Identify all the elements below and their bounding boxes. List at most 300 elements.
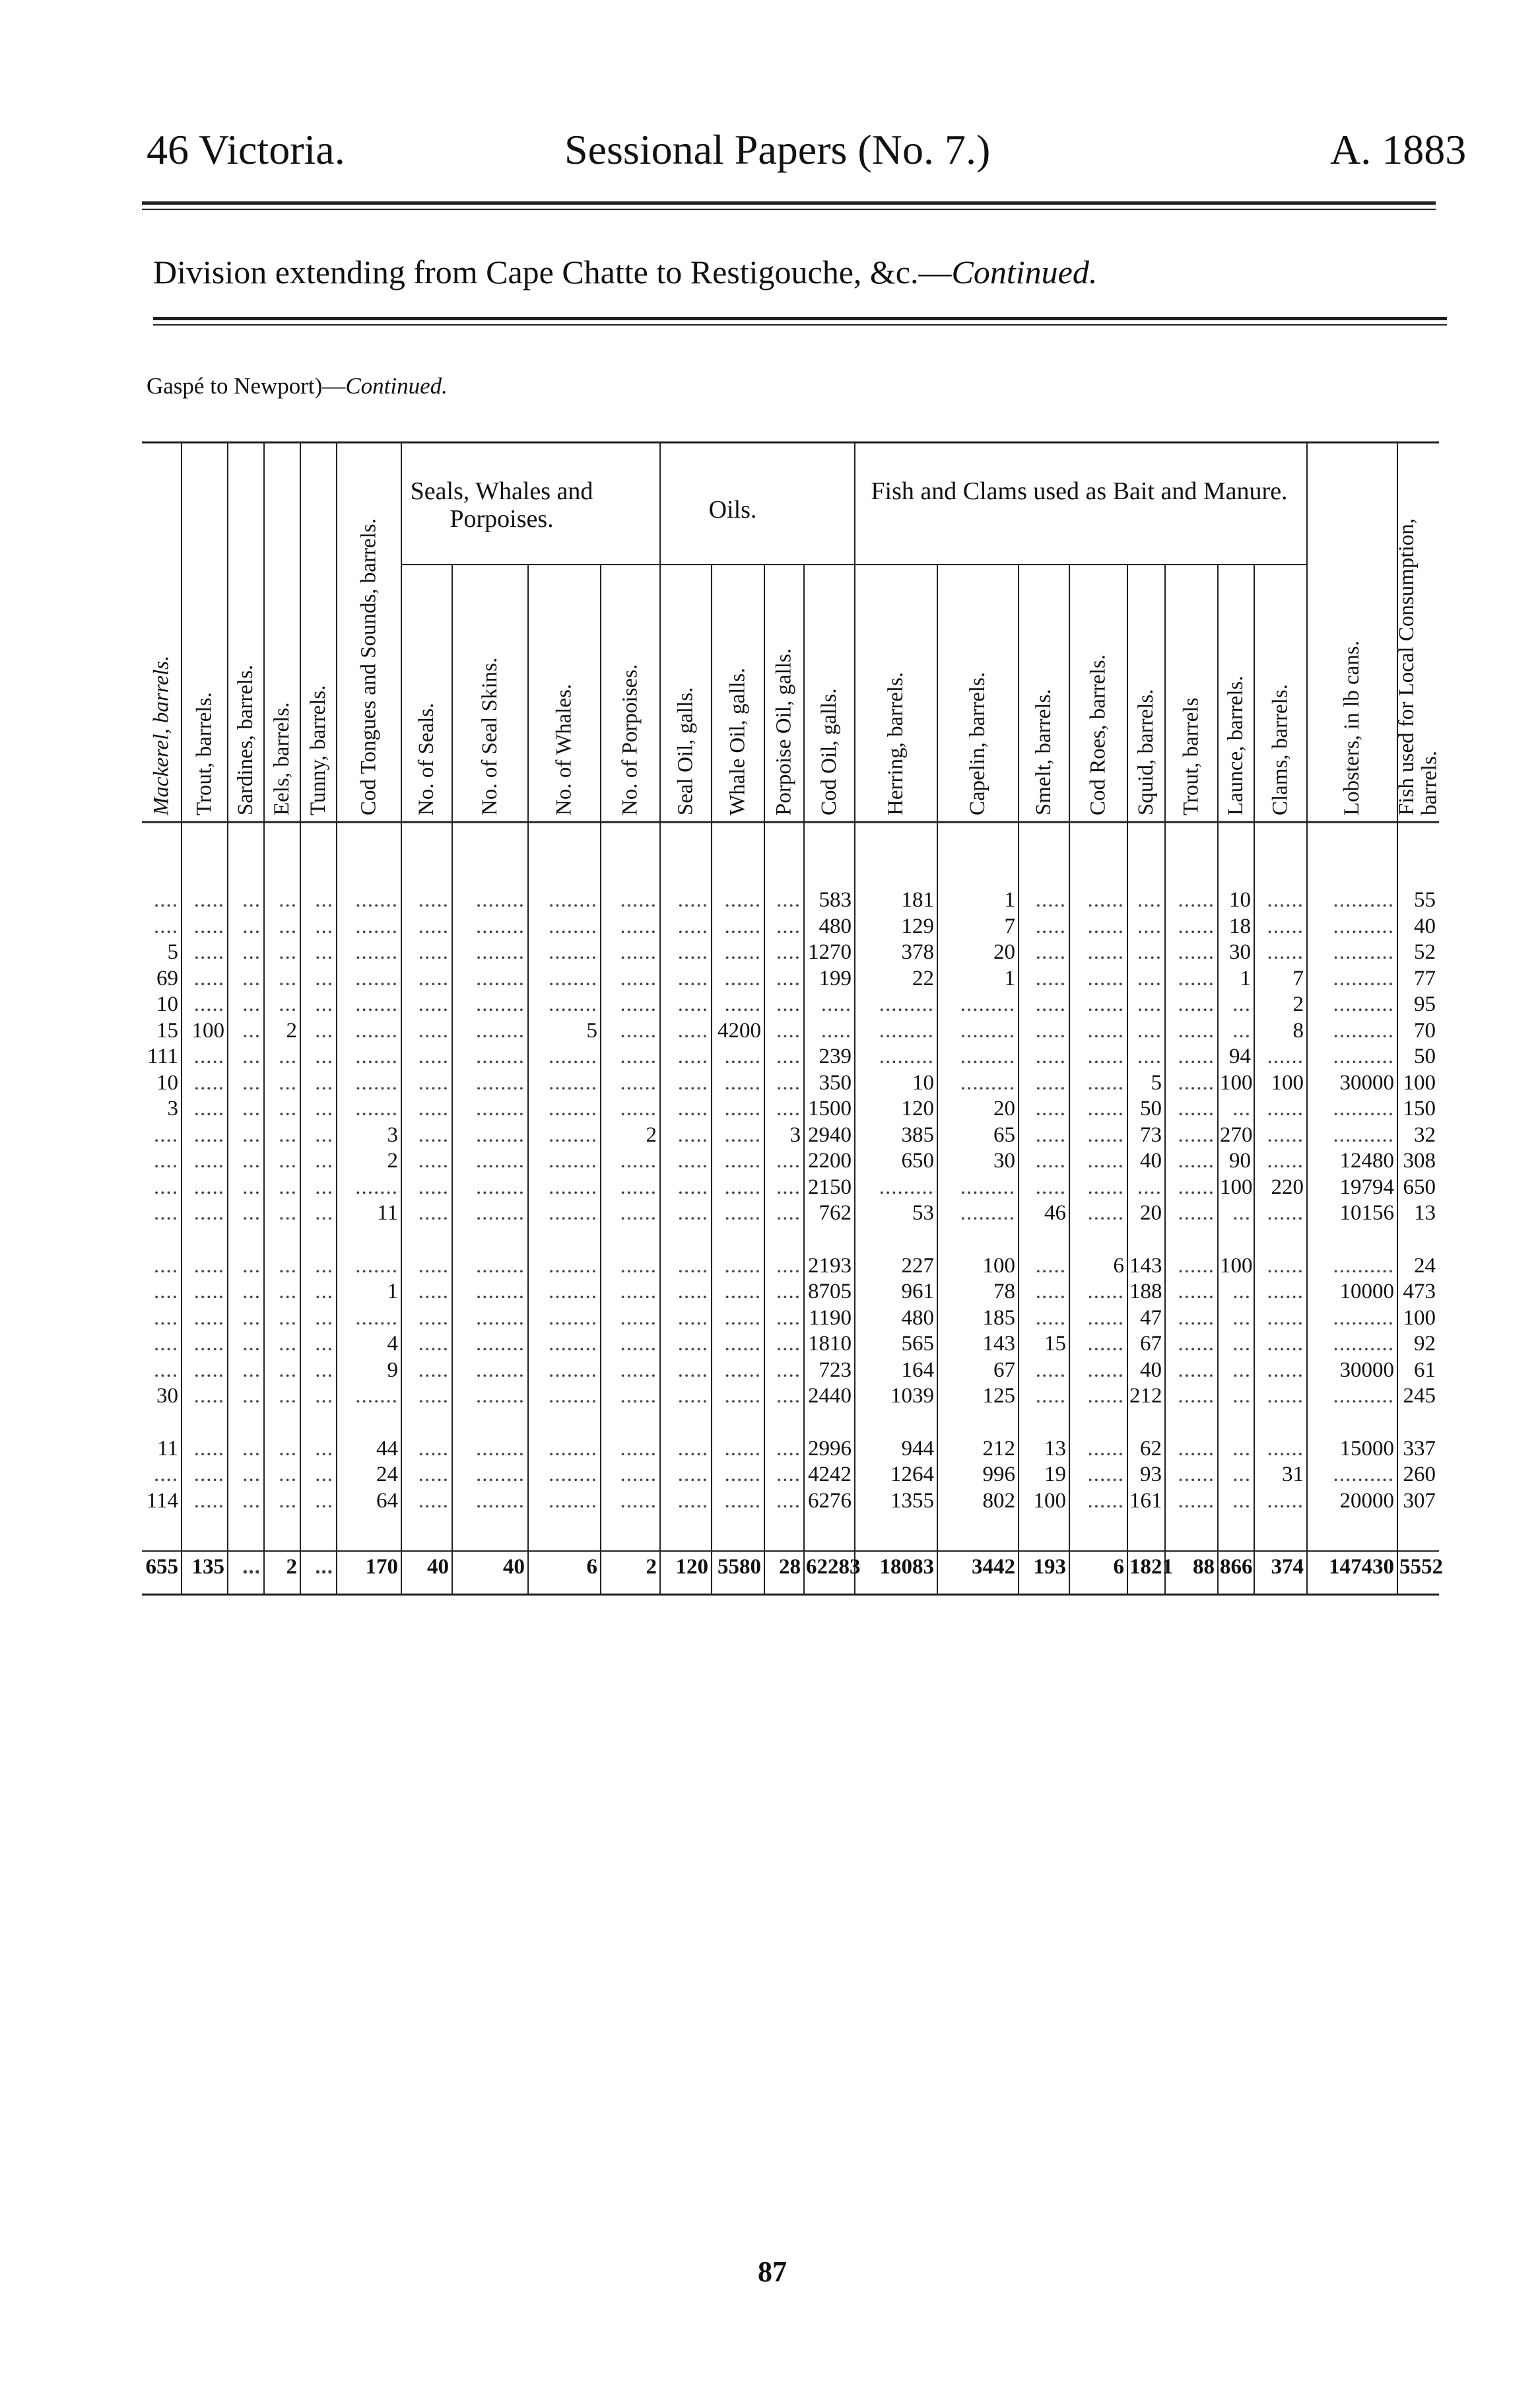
cell-herring: 385 [901,1122,934,1147]
empty-cell-leader: ...... [1178,1175,1215,1199]
empty-cell-leader: ...... [1178,914,1215,938]
empty-cell-leader: ... [315,1070,333,1095]
empty-cell-leader: ...... [1267,1201,1304,1225]
empty-cell-leader: ..... [677,1332,708,1356]
empty-cell-leader: ...... [724,1070,761,1095]
empty-cell-leader: ..... [418,1045,449,1068]
empty-cell-leader: ..... [677,1149,708,1173]
cell-local-consumption: 40 [1414,914,1436,938]
total-whale-oil: 5580 [718,1555,761,1579]
empty-cell-leader: ... [1232,1463,1251,1486]
empty-cell-leader: ...... [724,914,761,938]
empty-cell-leader: ...... [620,1436,657,1461]
empty-cell-leader: ... [279,1175,297,1199]
cell-squid: 40 [1140,1149,1162,1173]
cell-local-consumption: 32 [1414,1122,1436,1147]
cell-squid: 73 [1140,1122,1162,1147]
cell-local-consumption: 24 [1414,1253,1436,1278]
cell-mackerel: 11 [157,1436,178,1461]
empty-cell-leader: .......... [1333,888,1394,912]
empty-cell-leader: ...... [1178,1253,1215,1278]
cell-lobsters: 19794 [1339,1175,1394,1199]
empty-cell-leader: ..... [677,1018,708,1043]
empty-cell-leader: ..... [193,1253,224,1278]
cell-smelt: 19 [1044,1463,1066,1486]
empty-cell-leader: ..... [1035,1149,1066,1173]
empty-cell-leader: .... [1137,888,1162,912]
total-porpoise-oil: 28 [779,1555,801,1579]
cell-smelt: 100 [1033,1488,1066,1513]
empty-cell-leader: ... [242,1384,261,1408]
empty-cell-leader: ...... [724,940,761,964]
empty-cell-leader: ... [279,1201,297,1225]
table-row [0,992,1540,1018]
empty-cell-leader: .... [154,1358,178,1382]
empty-cell-leader: ..... [677,966,708,990]
empty-cell-leader: ... [279,1253,297,1278]
total-squid: 1821 [1129,1555,1173,1579]
empty-cell-leader: .... [1137,1018,1162,1043]
empty-cell-leader: ...... [1178,940,1215,964]
empty-cell-leader: ...... [1178,1488,1215,1513]
empty-cell-leader: .... [776,1045,801,1068]
empty-cell-leader: ... [242,1280,261,1303]
empty-cell-leader: ... [315,1018,333,1043]
empty-cell-leader: ........ [549,966,597,990]
empty-cell-leader: ...... [620,1149,657,1173]
cell-cod-oil: 583 [819,888,852,912]
empty-cell-leader: ........ [476,1175,525,1199]
empty-cell-leader: .... [1137,966,1162,990]
empty-cell-leader: ..... [1035,1384,1066,1408]
empty-cell-leader: ...... [724,1358,761,1382]
empty-cell-leader: ... [242,1070,261,1095]
empty-cell-leader: ...... [620,1463,657,1486]
empty-cell-leader: ... [315,914,333,938]
cell-capelin: 7 [1004,914,1015,938]
cell-capelin: 78 [993,1280,1015,1303]
empty-cell-leader: .... [776,1463,801,1486]
cell-clams: 100 [1271,1070,1304,1095]
empty-cell-leader: ..... [677,1201,708,1225]
empty-cell-leader: .... [776,1149,801,1173]
empty-cell-leader: ..... [418,1201,449,1225]
empty-cell-leader: ........ [476,1045,525,1068]
column-header-cod-oil: Cod Oil, galls. [817,688,842,815]
empty-cell-leader: ...... [724,1332,761,1356]
cell-cod-tongues: 3 [387,1122,398,1147]
cell-squid: 93 [1140,1463,1162,1486]
cell-clams: 31 [1282,1463,1304,1486]
empty-cell-leader: ...... [620,992,657,1016]
empty-cell-leader: ...... [1087,992,1124,1016]
column-header-seals-count: No. of Seals. [415,703,439,815]
cell-launce: 94 [1229,1045,1251,1068]
empty-cell-leader: ...... [724,1175,761,1199]
empty-cell-leader: ..... [193,940,224,964]
empty-cell-leader: ...... [1087,1436,1124,1461]
header-center: Sessional Papers (No. 7.) [564,126,991,173]
cell-cod-oil: 199 [819,966,852,990]
empty-cell-leader: ..... [193,1488,224,1513]
empty-cell-leader: ...... [724,1149,761,1173]
table-row [0,914,1540,940]
empty-cell-leader: ...... [620,1045,657,1068]
empty-cell-leader: ...... [724,1488,761,1513]
empty-cell-leader: ..... [418,1097,449,1121]
empty-cell-leader: ....... [355,914,398,938]
cell-local-consumption: 100 [1403,1305,1436,1330]
empty-cell-leader: ..... [677,1122,708,1147]
empty-cell-leader: ... [242,1149,261,1173]
empty-cell-leader: ........ [476,1305,525,1330]
cell-mackerel: 10 [156,992,178,1016]
empty-cell-leader: ...... [1267,1045,1304,1068]
empty-cell-leader: ...... [1178,1280,1215,1303]
table-row [0,1149,1540,1175]
table-row [0,1201,1540,1227]
empty-cell-leader: ... [242,914,261,938]
empty-cell-leader: .......... [1333,1018,1394,1043]
empty-cell-leader: ..... [193,1122,224,1147]
empty-cell-leader: ... [279,992,297,1016]
table-row [0,1175,1540,1201]
total-cod-tongues: 170 [365,1555,398,1579]
cell-lobsters: 10156 [1339,1201,1394,1225]
cell-local-consumption: 150 [1403,1097,1436,1121]
empty-cell-leader: ..... [193,1463,224,1486]
empty-cell-leader: ... [279,940,297,964]
empty-cell-leader: ........ [549,1358,597,1382]
empty-cell-leader: ..... [418,966,449,990]
empty-cell-leader: ...... [724,1122,761,1147]
cell-mackerel: 30 [156,1384,178,1408]
empty-cell-leader: ...... [1178,1305,1215,1330]
empty-cell-leader: ..... [418,1332,449,1356]
empty-cell-leader: ...... [620,1332,657,1356]
empty-cell-leader: ..... [677,1488,708,1513]
empty-cell-leader: ...... [1178,888,1215,912]
empty-cell-leader: ... [1232,992,1251,1016]
cell-herring: 10 [912,1070,934,1095]
empty-cell-leader: ....... [355,1097,398,1121]
empty-cell-leader: ..... [418,1122,449,1147]
empty-cell-leader: ...... [620,1201,657,1225]
empty-cell-leader: ...... [1087,1463,1124,1486]
total-porpoises: 2 [646,1555,657,1579]
cell-mackerel: 114 [146,1488,178,1513]
empty-cell-leader: ...... [1087,1122,1124,1147]
empty-cell-leader: .... [154,1201,178,1225]
empty-cell-leader: ... [1232,1305,1251,1330]
empty-cell-leader: ..... [418,888,449,912]
cell-squid: 161 [1129,1488,1162,1513]
empty-cell-leader: ...... [1267,1436,1304,1461]
empty-cell-leader: ...... [1178,1122,1215,1147]
empty-cell-leader: .... [776,1305,801,1330]
empty-cell-leader: ... [315,1149,333,1173]
empty-cell-leader: ..... [193,1436,224,1461]
cell-cod-oil: 2150 [808,1175,852,1199]
empty-cell-leader: ... [279,1384,297,1408]
cell-capelin: 185 [982,1305,1015,1330]
cell-herring: 22 [912,966,934,990]
column-header-sardines: Sardines, barrels. [234,664,258,815]
empty-cell-leader: ..... [418,1436,449,1461]
cell-mackerel: 111 [147,1045,178,1068]
empty-cell-leader: ...... [620,1358,657,1382]
empty-cell-leader: .... [776,1070,801,1095]
total-capelin: 3442 [972,1555,1015,1579]
cell-local-consumption: 70 [1414,1018,1436,1043]
cell-cod-roes: 6 [1113,1253,1124,1278]
empty-cell-leader: ... [242,1201,261,1225]
group-header-bait: Fish and Clams used as Bait and Manure. [871,477,1288,505]
column-header-trout: Trout, barrels. [192,692,217,815]
empty-cell-leader: ..... [193,1045,224,1068]
empty-cell-leader: ..... [677,1280,708,1303]
total-eels: 2 [286,1555,297,1579]
cell-herring: 650 [901,1149,934,1173]
total-trout-bait: 88 [1193,1555,1215,1579]
empty-cell-leader: ..... [418,1358,449,1382]
total-seals-count: 40 [427,1555,449,1579]
empty-cell-leader: ..... [193,1280,224,1303]
empty-cell-leader: ....... [355,888,398,912]
total-mackerel: 655 [145,1555,178,1579]
empty-cell-leader: ....... [355,1175,398,1199]
empty-cell-leader: ... [242,888,261,912]
empty-cell-leader: .... [776,914,801,938]
cell-squid: 5 [1151,1070,1162,1095]
cell-cod-tongues: 24 [376,1463,398,1486]
empty-cell-leader: .... [776,1358,801,1382]
empty-cell-leader: .... [776,940,801,964]
column-header-lobsters: Lobsters, in lb cans. [1340,640,1364,815]
empty-cell-leader: ...... [620,888,657,912]
empty-cell-leader: ... [1232,1358,1251,1382]
empty-cell-leader: ........ [476,1149,525,1173]
empty-cell-leader: ..... [418,1305,449,1330]
cell-herring: 129 [901,914,934,938]
empty-cell-leader: ...... [1087,1332,1124,1356]
cell-squid: 40 [1140,1358,1162,1382]
cell-clams: 2 [1292,992,1304,1016]
empty-cell-leader: ...... [1087,1175,1124,1199]
cell-cod-oil: 1270 [808,940,852,964]
empty-cell-leader: ...... [1087,1280,1124,1303]
empty-cell-leader: ... [279,1488,297,1513]
cell-smelt: 15 [1044,1332,1066,1356]
empty-cell-leader: ..... [193,1384,224,1408]
page-number: 87 [758,2256,787,2288]
cell-squid: 47 [1140,1305,1162,1330]
cell-local-consumption: 100 [1403,1070,1436,1095]
cell-capelin: 125 [982,1384,1015,1408]
empty-cell-leader: ...... [724,966,761,990]
empty-cell-leader: ...... [1087,1488,1124,1513]
empty-cell-leader: ..... [193,992,224,1016]
empty-cell-leader: ...... [724,1305,761,1330]
empty-cell-leader: .......... [1333,914,1394,938]
cell-squid: 67 [1140,1332,1162,1356]
empty-cell-leader: ..... [677,1384,708,1408]
cell-squid: 50 [1140,1097,1162,1121]
empty-cell-leader: ... [242,1436,261,1461]
empty-cell-leader: ..... [418,992,449,1016]
empty-cell-leader: ... [279,1332,297,1356]
column-header-cod-tongues: Cod Tongues and Sounds, barrels. [356,518,381,815]
empty-cell-leader: ..... [418,1149,449,1173]
empty-cell-leader: .... [154,1122,178,1147]
empty-cell-leader: ...... [1267,914,1304,938]
empty-cell-leader: .... [154,888,178,912]
cell-cod-tongues: 1 [387,1280,398,1303]
empty-cell-leader: ...... [1087,1045,1124,1068]
cell-local-consumption: 13 [1414,1201,1436,1225]
empty-cell-leader: ........ [549,1463,597,1486]
empty-cell-leader: ..... [193,1097,224,1121]
empty-cell-leader: ... [242,1045,261,1068]
cell-mackerel: 69 [156,966,178,990]
empty-cell-leader: ...... [1267,1384,1304,1408]
empty-cell-leader: ..... [677,1045,708,1068]
column-header-mackerel: Mackerel, barrels. [149,655,174,815]
empty-cell-leader: ...... [1267,1488,1304,1513]
empty-cell-leader: .... [776,1253,801,1278]
empty-cell-leader: ..... [418,1070,449,1095]
empty-cell-leader: ..... [1035,888,1066,912]
empty-cell-leader: ... [242,1555,261,1579]
empty-cell-leader: ...... [1267,1280,1304,1303]
empty-cell-leader: ...... [620,1488,657,1513]
empty-cell-leader: ..... [418,914,449,938]
empty-cell-leader: ... [279,1463,297,1486]
cell-local-consumption: 52 [1414,940,1436,964]
cell-smelt: 46 [1044,1201,1066,1225]
empty-cell-leader: ... [279,1097,297,1121]
cell-cod-oil: 1810 [808,1332,852,1356]
total-cod-oil: 62283 [806,1555,861,1579]
cell-cod-oil: 239 [819,1045,852,1068]
column-header-local-consumption: Fish used for Local Consumption, barrels. [1394,512,1442,815]
empty-cell-leader: ..... [1035,914,1066,938]
cell-mackerel: 15 [156,1018,178,1043]
empty-cell-leader: ... [315,1436,333,1461]
cell-cod-tongues: 2 [387,1149,398,1173]
empty-cell-leader: ........ [476,1384,525,1408]
empty-cell-leader: ... [242,1253,261,1278]
cell-cod-oil: 8705 [808,1280,852,1303]
empty-cell-leader: ....... [355,1018,398,1043]
empty-cell-leader: ......... [960,1201,1015,1225]
empty-cell-leader: ... [315,1332,333,1356]
empty-cell-leader: ..... [418,1463,449,1486]
empty-cell-leader: ... [242,966,261,990]
empty-cell-leader: .... [154,1463,178,1486]
empty-cell-leader: ...... [1267,1253,1304,1278]
table-row [0,1254,1540,1280]
empty-cell-leader: ..... [1035,1097,1066,1121]
empty-cell-leader: ...... [1267,1122,1304,1147]
empty-cell-leader: ... [279,1280,297,1303]
empty-cell-leader: ... [279,1305,297,1330]
empty-cell-leader: ........ [476,1253,525,1278]
empty-cell-leader: ..... [1035,1070,1066,1095]
table-row [0,940,1540,966]
empty-cell-leader: ..... [193,1201,224,1225]
cell-launce: 100 [1220,1070,1253,1095]
empty-cell-leader: ...... [724,1201,761,1225]
empty-cell-leader: ...... [1178,1018,1215,1043]
cell-herring: 1355 [890,1488,934,1513]
empty-cell-leader: ........ [476,1280,525,1303]
cell-cod-oil: 2193 [808,1253,852,1278]
empty-cell-leader: ... [1232,1488,1251,1513]
empty-cell-leader: ... [242,1175,261,1199]
empty-cell-leader: ..... [677,1358,708,1382]
cell-local-consumption: 308 [1403,1149,1436,1173]
cell-capelin: 30 [993,1149,1015,1173]
empty-cell-leader: ........ [476,1018,525,1043]
total-lobsters: 147430 [1329,1555,1394,1579]
empty-cell-leader: ... [315,1384,333,1408]
cell-mackerel: 10 [156,1070,178,1095]
cell-capelin: 100 [982,1253,1015,1278]
empty-cell-leader: ........ [476,1201,525,1225]
empty-cell-leader: ........ [476,1463,525,1486]
empty-cell-leader: ... [242,1097,261,1121]
cell-herring: 227 [901,1253,934,1278]
empty-cell-leader: ...... [620,1280,657,1303]
total-herring: 18083 [879,1555,934,1579]
cell-porpoise-oil: 3 [789,1122,801,1147]
empty-cell-leader: ........ [476,1332,525,1356]
empty-cell-leader: ...... [1178,1463,1215,1486]
empty-cell-leader: ..... [677,888,708,912]
empty-cell-leader: ..... [677,914,708,938]
cell-capelin: 996 [982,1463,1015,1486]
cell-local-consumption: 260 [1403,1463,1436,1486]
empty-cell-leader: .......... [1333,966,1394,990]
header-right: A. 1883 [1330,126,1467,173]
empty-cell-leader: .... [154,1280,178,1303]
cell-mackerel: 3 [167,1097,178,1121]
empty-cell-leader: ... [1232,1332,1251,1356]
empty-cell-leader: .......... [1333,992,1394,1016]
empty-cell-leader: ... [315,1280,333,1303]
empty-cell-leader: .... [1137,940,1162,964]
empty-cell-leader: .... [1137,914,1162,938]
cell-cod-tongues: 44 [376,1436,398,1461]
column-header-seal-skins: No. of Seal Skins. [478,657,502,815]
table-row [0,1306,1540,1332]
empty-cell-leader: .... [776,992,801,1016]
empty-cell-leader: ...... [1267,1149,1304,1173]
total-whales: 6 [586,1555,597,1579]
empty-cell-leader: ........ [476,1122,525,1147]
empty-cell-leader: .......... [1333,1045,1394,1068]
empty-cell-leader: ...... [620,914,657,938]
cell-smelt: 13 [1044,1436,1066,1461]
column-header-tunny: Tunny, barrels. [306,685,331,815]
empty-cell-leader: ..... [418,1384,449,1408]
empty-cell-leader: ..... [1035,1358,1066,1382]
empty-cell-leader: ........ [476,1436,525,1461]
cell-herring: 164 [901,1358,934,1382]
empty-cell-leader: .......... [1333,1097,1394,1121]
column-header-whales: No. of Whales. [552,683,576,815]
